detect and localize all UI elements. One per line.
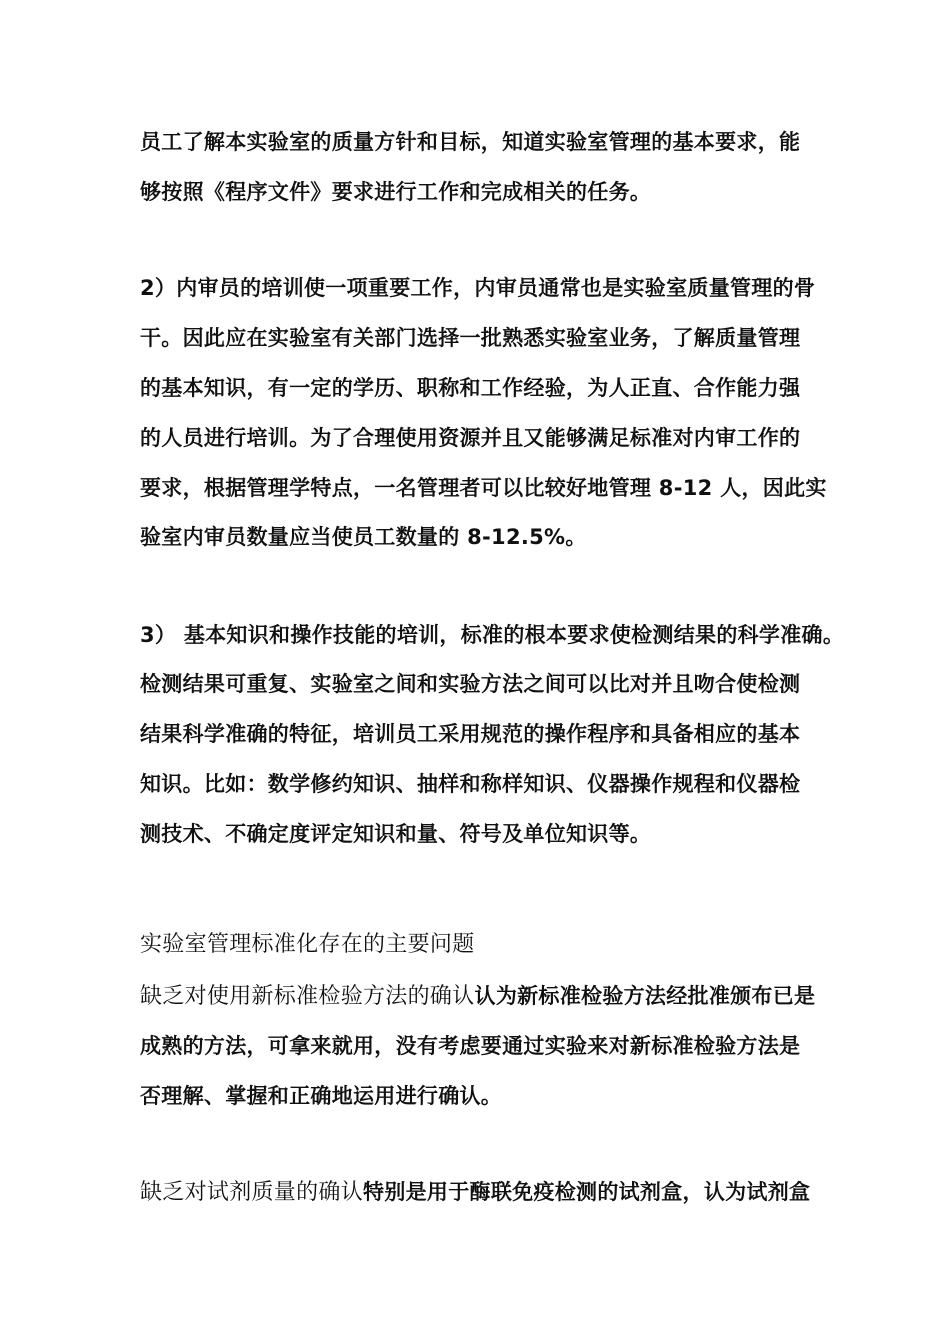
paragraph-line: 检测结果可重复、实验室之间和实验方法之间可以比对并且吻合使检测	[140, 672, 801, 696]
paragraph-line: 否理解、掌握和正确地运用进行确认。	[140, 1084, 503, 1108]
paragraph-line	[140, 1177, 810, 1208]
issue-heading: 缺乏对使用新标准检验方法的确认	[140, 984, 475, 1009]
paragraph-line	[140, 981, 815, 1012]
paragraph-line: 测技术、不确定度评定知识和量、符号及单位知识等。	[140, 822, 652, 846]
paragraph-line: 的人员进行培训。为了合理使用资源并且又能够满足标准对内审工作的	[140, 426, 801, 450]
paragraph-line: 2）内审员的培训使一项重要工作，内审员通常也是实验室质量管理的骨	[140, 276, 816, 300]
issue-text: 特别是用于酶联免疫检测的试剂盒，认为试剂盒	[363, 1180, 811, 1204]
issue-heading: 缺乏对试剂质量的确认	[140, 1180, 364, 1205]
paragraph-line: 员工了解本实验室的质量方针和目标，知道实验室管理的基本要求，能	[140, 130, 801, 154]
paragraph-line: 成熟的方法，可拿来就用，没有考虑要通过实验来对新标准检验方法是	[140, 1034, 801, 1058]
paragraph-line: 3） 基本知识和操作技能的培训，标准的根本要求使检测结果的科学准确。	[140, 623, 845, 647]
paragraph-line: 的基本知识，有一定的学历、职称和工作经验，为人正直、合作能力强	[140, 376, 801, 400]
paragraph-line: 够按照《程序文件》要求进行工作和完成相关的任务。	[140, 180, 652, 204]
issue-text: 认为新标准检验方法经批准颁布已是	[474, 984, 816, 1008]
paragraph-line: 结果科学准确的特征，培训员工采用规范的操作程序和具备相应的基本	[140, 722, 801, 746]
paragraph-line: 验室内审员数量应当使员工数量的 8-12.5%。	[140, 525, 587, 549]
section-heading: 实验室管理标准化存在的主要问题	[140, 932, 475, 957]
paragraph-line: 干。因此应在实验室有关部门选择一批熟悉实验室业务，了解质量管理	[140, 326, 801, 350]
paragraph-line: 知识。比如：数学修约知识、抽样和称样知识、仪器操作规程和仪器检	[140, 772, 801, 796]
paragraph-line: 要求，根据管理学特点，一名管理者可以比较好地管理 8-12 人，因此实	[140, 476, 827, 500]
